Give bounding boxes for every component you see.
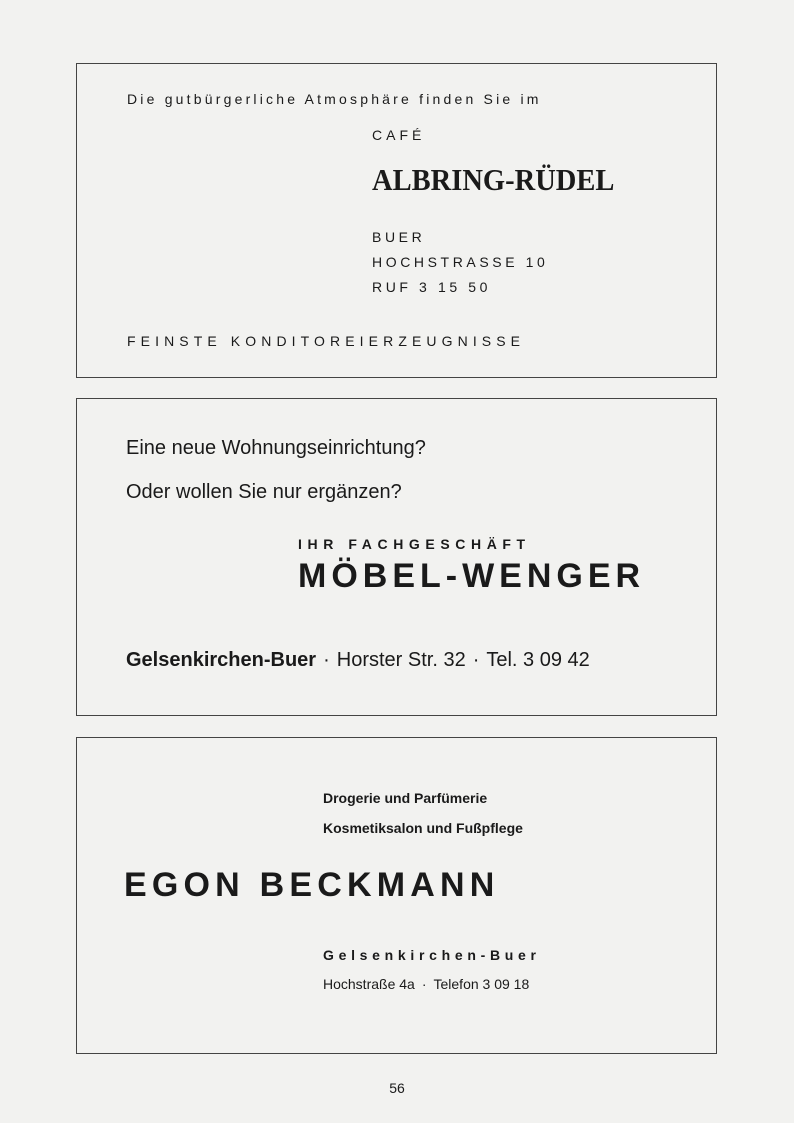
- ad1-business-name: ALBRING-RÜDEL: [372, 162, 615, 197]
- ad1-cafe-label: CAFÉ: [372, 127, 426, 143]
- ad2-street: Horster Str. 32: [336, 649, 466, 671]
- ad1-address-street: HOCHSTRASSE 10: [372, 254, 549, 270]
- ad-egon-beckmann: [76, 737, 717, 1054]
- ad3-street: Hochstraße 4a: [323, 976, 415, 992]
- ad3-contact-line: [323, 976, 529, 992]
- ad-moebel-wenger: [76, 398, 717, 716]
- ad2-subtitle: IHR FACHGESCHÄFT: [298, 536, 531, 552]
- page-number: 56: [389, 1080, 405, 1096]
- ad2-separator-2: ·: [472, 649, 480, 671]
- ad2-business-name: MÖBEL-WENGER: [298, 557, 646, 595]
- ad2-question-2: Oder wollen Sie nur ergänzen?: [126, 481, 402, 503]
- ad-cafe-albring-ruedel: [76, 63, 717, 378]
- ad2-city: Gelsenkirchen-Buer: [126, 649, 317, 671]
- ad1-address-city: BUER: [372, 229, 426, 245]
- ad2-question-1: Eine neue Wohnungseinrichtung?: [126, 437, 426, 459]
- ad2-contact-line: [126, 649, 590, 672]
- ad1-intro-text: Die gutbürgerliche Atmosphäre finden Sie im: [127, 91, 542, 107]
- ad2-separator-1: ·: [323, 649, 330, 671]
- ad1-tagline: FEINSTE KONDITOREIERZEUGNISSE: [127, 333, 526, 349]
- ad3-phone: Telefon 3 09 18: [433, 976, 530, 992]
- ad3-business-name: EGON BECKMANN: [124, 866, 500, 904]
- ad2-phone: Tel. 3 09 42: [486, 649, 590, 671]
- ad3-separator: ·: [421, 976, 427, 992]
- ad3-line-2: Kosmetiksalon und Fußpflege: [323, 820, 523, 836]
- ad3-city: Gelsenkirchen-Buer: [323, 947, 541, 963]
- ad3-line-1: Drogerie und Parfümerie: [323, 790, 488, 806]
- ad1-address-phone: RUF 3 15 50: [372, 279, 491, 295]
